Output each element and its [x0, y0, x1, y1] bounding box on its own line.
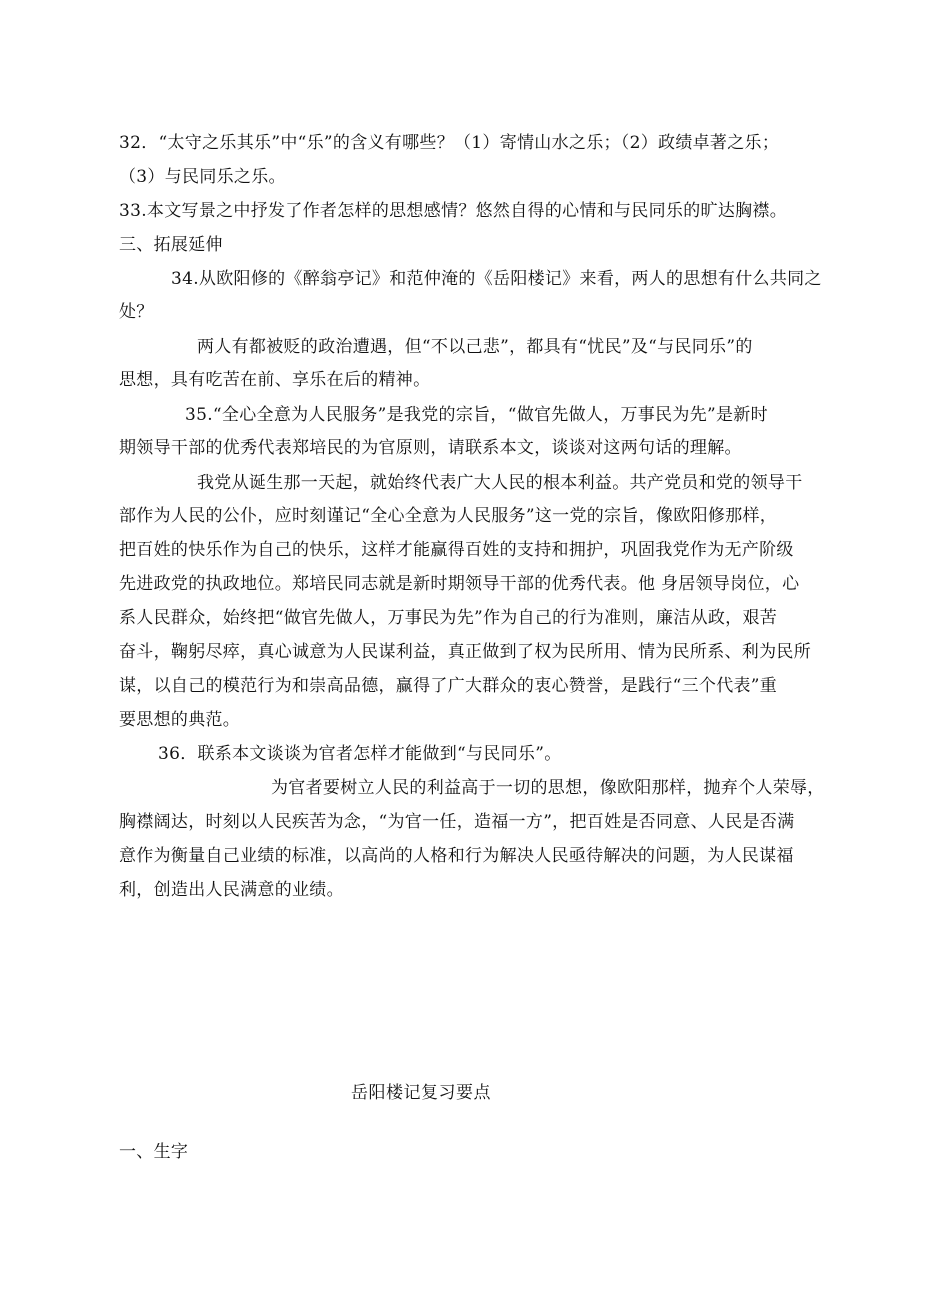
answer-35-line-5: 系人民群众，始终把“做官先做人，万事民为先”作为自己的行为准则，廉洁从政，艰苦: [119, 608, 778, 628]
question-35-line-2: 期领导干部的优秀代表郑培民的为官原则，请联系本文，谈谈对这两句话的理解。: [119, 438, 742, 458]
question-36: 36．联系本文谈谈为官者怎样才能做到“与民同乐”。: [158, 744, 562, 764]
answer-35-line-8: 要思想的典范。: [119, 710, 241, 730]
section-title: 岳阳楼记复习要点: [351, 1083, 491, 1103]
section-heading-extension: 三、拓展延伸: [119, 235, 223, 255]
answer-36-line-2: 胸襟阔达，时刻以人民疾苦为念，“为官一任，造福一方”，把百姓是否同意、人民是否满: [119, 812, 795, 832]
answer-36-line-4: 利，创造出人民满意的业绩。: [119, 880, 344, 900]
answer-36-line-1: 为官者要树立人民的利益高于一切的思想，像欧阳那样，抛弃个人荣辱，: [271, 778, 825, 798]
answer-35-line-7: 谋，以自己的模范行为和崇高品德，赢得了广大群众的衷心赞誉，是践行“三个代表”重: [119, 676, 778, 696]
answer-35-line-6: 奋斗，鞠躬尽瘁，真心诚意为人民谋利益，真正做到了权为民所用、情为民所系、利为民所: [119, 642, 811, 662]
answer-35-line-3: 把百姓的快乐作为自己的快乐，这样才能赢得百姓的支持和拥护，巩固我党作为无产阶级: [119, 540, 794, 560]
answer-34-line-1: 两人有都被贬的政治遭遇，但“不以己悲”，都具有“忧民”及“与民同乐”的: [197, 337, 753, 357]
question-34-line-1: 34.从欧阳修的《醉翁亭记》和范仲淹的《岳阳楼记》来看，两人的思想有什么共同之: [171, 269, 822, 289]
answer-35-line-1: 我党从诞生那一天起，就始终代表广大人民的根本利益。共产党员和党的领导干: [197, 473, 803, 493]
question-33: 33.本文写景之中抒发了作者怎样的思想感情？悠然自得的心情和与民同乐的旷达胸襟。: [119, 201, 788, 221]
answer-35-line-2: 部作为人民的公仆，应时刻谨记“全心全意为人民服务”这一党的宗旨，像欧阳修那样，: [119, 506, 778, 526]
question-34-line-2: 处？: [119, 302, 154, 322]
section-heading-characters: 一、生字: [119, 1142, 189, 1162]
answer-34-line-2: 思想，具有吃苦在前、享乐在后的精神。: [119, 370, 431, 390]
answer-36-line-3: 意作为衡量自己业绩的标准，以高尚的人格和行为解决人民亟待解决的问题，为人民谋福: [119, 846, 794, 866]
question-32-line-1: 32．“太守之乐其乐”中“乐”的含义有哪些？（1）寄情山水之乐；（2）政绩卓著之乐；: [119, 133, 780, 153]
answer-35-line-4: 先进政党的执政地位。郑培民同志就是新时期领导干部的优秀代表。他 身居领导岗位，心: [119, 574, 800, 594]
question-32-line-2: （3）与民同乐之乐。: [119, 167, 286, 187]
question-35-line-1: 35.“全心全意为人民服务”是我党的宗旨，“做官先做人，万事民为先”是新时: [185, 405, 768, 425]
